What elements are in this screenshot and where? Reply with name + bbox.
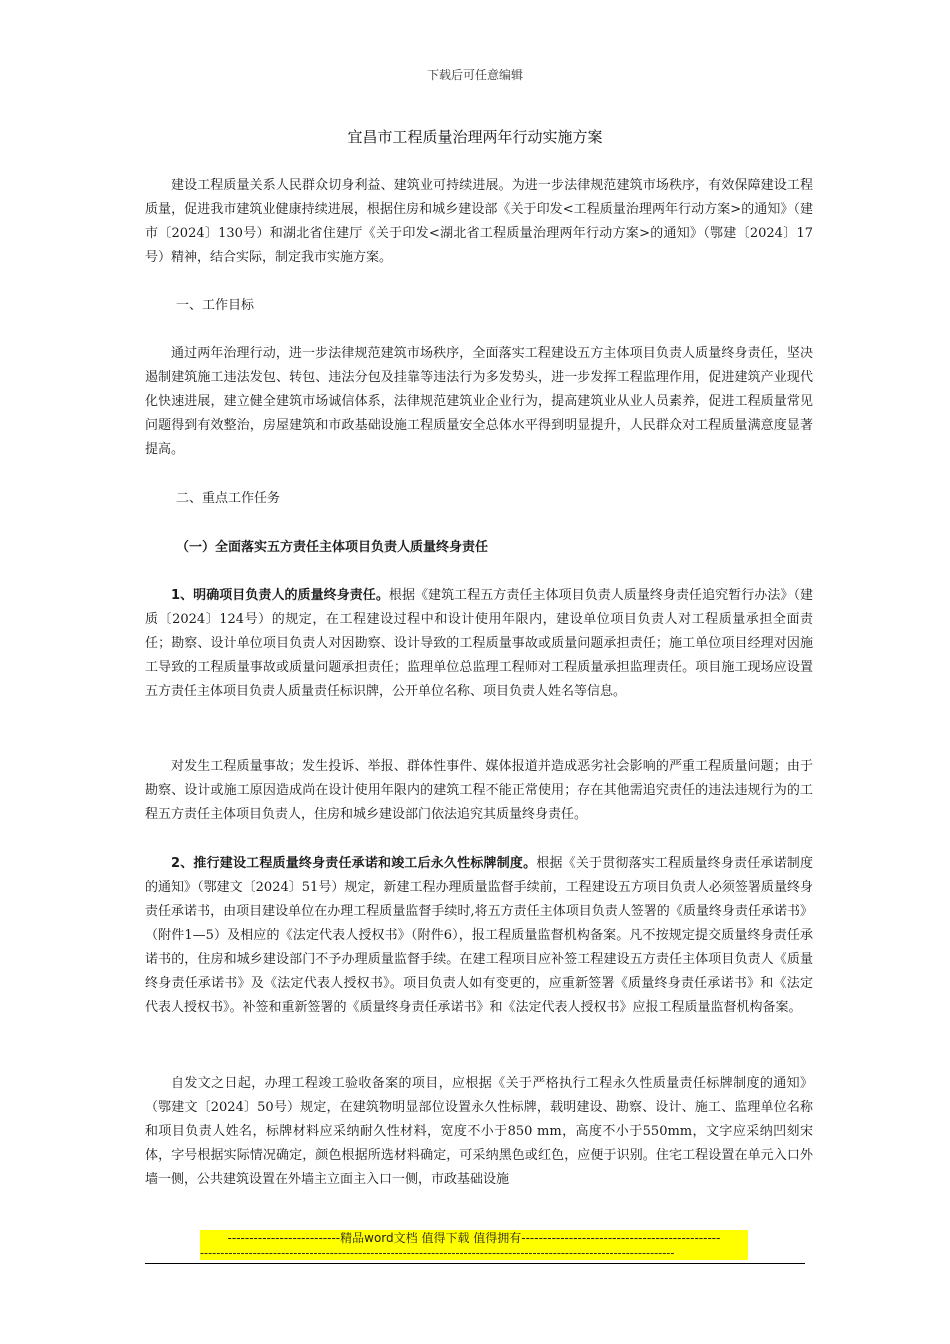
item2-paragraph (145, 852, 813, 1020)
item2b-block (145, 1072, 813, 1192)
section-heading-tasks: 二、重点工作任务 (176, 491, 281, 506)
item1b-block (145, 755, 813, 827)
item2-block (145, 852, 813, 1020)
subsection-heading: （一）全面落实五方责任主体项目负责人质量终身责任 (176, 540, 489, 555)
goals-block (145, 342, 813, 462)
item1-paragraph (145, 584, 813, 704)
header-note: 下载后可任意编辑 (426, 68, 523, 82)
footer-banner-line2: --------------------------------------------------------------------------------------------------------------------- (200, 1246, 748, 1260)
goals-paragraph: 通过两年治理行动，进一步法律规范建筑市场秩序，全面落实工程建设五方主体项目负责人质量终身责任，坚决遏制建筑施工违法发包、转包、违法分包及挂靠等违法行为多发势头，进一步发挥工程监理作用，促进建筑产业现代化快速进展，建立健全建筑市场诚信体系，法律规范建筑业企业行为，提高建筑业从业人员素养，促进工程质量常见问题得到有效整治，房屋建筑和市政基础设施工程质量安全总体水平得到明显提升，人民群众对工程质量满意度显著提高。 (145, 346, 813, 457)
page-title: 宜昌市工程质量治理两年行动实施方案 (347, 128, 603, 146)
section-heading-goals: 一、工作目标 (176, 298, 255, 313)
item2-text: 根据《关于贯彻落实工程质量终身责任承诺制度的通知》（鄂建文〔2024〕51号）规定，新建工程办理质量监督手续前，工程建设五方项目负责人必须签署质量终身责任承诺书，由项目建设单位在办理工程质量监督手续时,将五方责任主体项目负责人签署的《质量终身责任承诺书》（附件1—5）及相应的《法定代表人授权书》（附件6），报工程质量监督机构备案。凡不按规定提交质量终身责任承诺书的，住房和城乡建设部门不予办理质量监督手续。在建工程项目应补签工程建设五方责任主体项目负责人《质量终身责任承诺书》及《法定代表人授权书》。项目负责人如有变更的，应重新签署《质量终身责任承诺书》和《法定代表人授权书》。补签和重新签署的《质量终身责任承诺书》和《法定代表人授权书》应报工程质量监督机构备案。 (145, 856, 813, 1015)
footer-rule (145, 1263, 805, 1264)
footer-banner: --------------------------精品word文档 值得下载 值得拥有---------------------------------------------- (200, 1230, 748, 1246)
item2-lead: 2、推行建设工程质量终身责任承诺和竣工后永久性标牌制度。 (171, 856, 537, 871)
intro-paragraph: 建设工程质量关系人民群众切身利益、建筑业可持续进展。为进一步法律规范建筑市场秩序，有效保障建设工程质量，促进我市建筑业健康持续进展，根据住房和城乡建设部《关于印发<工程质量治理两年行动方案>的通知》（建市〔2024〕130号）和湖北省住建厅《关于印发<湖北省工程质量治理两年行动方案>的通知》（鄂建〔2024〕17号）精神，结合实际，制定我市实施方案。 (145, 178, 813, 265)
item2b-paragraph: 自发文之日起，办理工程竣工验收备案的项目，应根据《关于严格执行工程永久性质量责任标牌制度的通知》（鄂建文〔2024〕50号）规定，在建筑物明显部位设置永久性标牌，载明建设、勘察、设计、施工、监理单位名称和项目负责人姓名，标牌材料应采纳耐久性材料，宽度不小于850 mm，高度不小于550mm，文字应采纳凹刻宋体，字号根据实际情况确定，颜色根据所选材料确定，可采纳黑色或红色，应便于识别。住宅工程设置在单元入口外墙一侧，公共建筑设置在外墙主立面主入口一侧，市政基础设施 (145, 1076, 813, 1187)
item1-lead: 1、明确项目负责人的质量终身责任。 (171, 588, 389, 603)
intro-block (145, 174, 813, 270)
item1-text: 根据《建筑工程五方责任主体项目负责人质量终身责任追究暂行办法》（建质〔2024〕124号）的规定，在工程建设过程中和设计使用年限内，建设单位项目负责人对工程质量承担全面责任；勘察、设计单位项目负责人对因勘察、设计导致的工程质量事故或质量问题承担责任；施工单位项目经理对因施工导致的工程质量事故或质量问题承担责任；监理单位总监理工程师对工程质量承担监理责任。项目施工现场应设置五方责任主体项目负责人质量责任标识牌，公开单位名称、项目负责人姓名等信息。 (145, 588, 813, 699)
item1b-paragraph: 对发生工程质量事故；发生投诉、举报、群体性事件、媒体报道并造成恶劣社会影响的严重工程质量问题；由于勘察、设计或施工原因造成尚在设计使用年限内的建筑工程不能正常使用；存在其他需追究责任的违法违规行为的工程五方责任主体项目负责人，住房和城乡建设部门依法追究其质量终身责任。 (145, 759, 813, 822)
item1-block (145, 584, 813, 704)
